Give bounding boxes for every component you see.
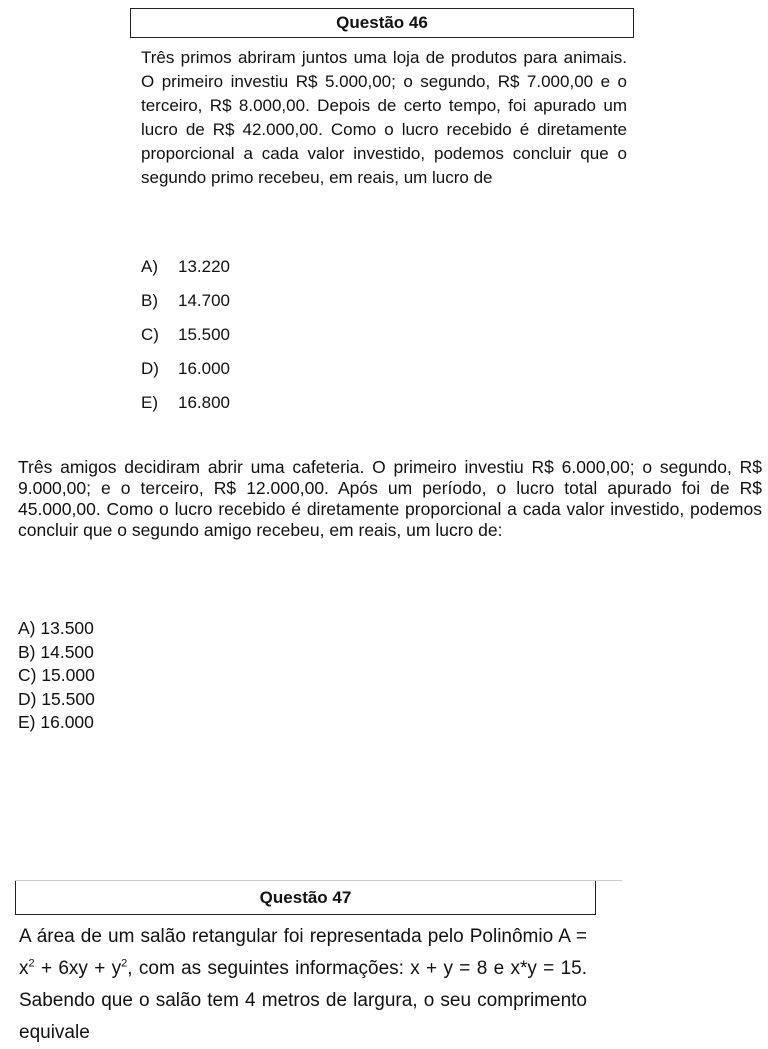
question-47-header (15, 881, 596, 915)
exponent: 2 (121, 957, 128, 970)
question-47-statement (19, 921, 587, 1049)
option-e: E) 16.000 (18, 712, 94, 732)
option-letter: B) (141, 291, 158, 310)
question-46-options (141, 250, 441, 420)
option-letter: C) (141, 325, 159, 344)
option-c (141, 318, 441, 352)
option-e (141, 386, 441, 420)
option-letter: A) (141, 257, 158, 276)
option-d (141, 352, 441, 386)
option-value: 16.800 (178, 393, 230, 412)
question-46-title: Questão 46 (336, 13, 428, 32)
question-46-header (130, 8, 634, 38)
option-value: 16.000 (178, 359, 230, 378)
rewritten-question-statement: Três amigos decidiram abrir uma cafeteria. O primeiro investiu R$ 6.000,00; o segundo, R$ 9.000,00; e o terceiro, R$ 12.000,00. Após um período, o lucro total apurado foi de R$ 45.000,00. Como o lucro recebido é diretamente proporcional a cada valor investido, podemos concluir que o segundo amigo recebeu, em reais, um lucro de: (18, 457, 762, 540)
option-letter: E) (141, 393, 158, 412)
option-b (141, 284, 441, 318)
option-b: B) 14.500 (18, 641, 94, 662)
rewritten-question-options (18, 617, 218, 735)
option-value: 14.700 (178, 291, 230, 310)
option-a (141, 250, 441, 284)
option-d: D) 15.500 (18, 688, 95, 709)
statement-part: A área de um salão retangular foi representada pelo Polinômio A = x (19, 926, 587, 979)
option-letter: D) (141, 359, 159, 378)
statement-part: + 6xy + y (34, 958, 122, 979)
option-value: 13.220 (178, 257, 230, 276)
option-value: 15.500 (178, 325, 230, 344)
question-46-statement: Três primos abriram juntos uma loja de produtos para animais. O primeiro investiu R$ 5.000,00; o segundo, R$ 7.000,00 e o terceiro, R$ 8.000,00. Depois de certo tempo, foi apurado um lucro de R$ 42.000,00. Como o lucro recebido é diretamente proporcional a cada valor investido, podemos concluir que o segundo primo recebeu, em reais, um lucro de (141, 48, 627, 187)
option-a: A) 13.500 (18, 618, 94, 638)
question-47-title: Questão 47 (259, 887, 352, 907)
statement-part: , com as seguintes informações: x + y = 8 e x*y = 15. Sabendo que o salão tem 4 metros de largura, o seu comprimento equivale (19, 958, 588, 1043)
exponent: 2 (28, 957, 35, 970)
option-c: C) 15.000 (18, 665, 95, 685)
